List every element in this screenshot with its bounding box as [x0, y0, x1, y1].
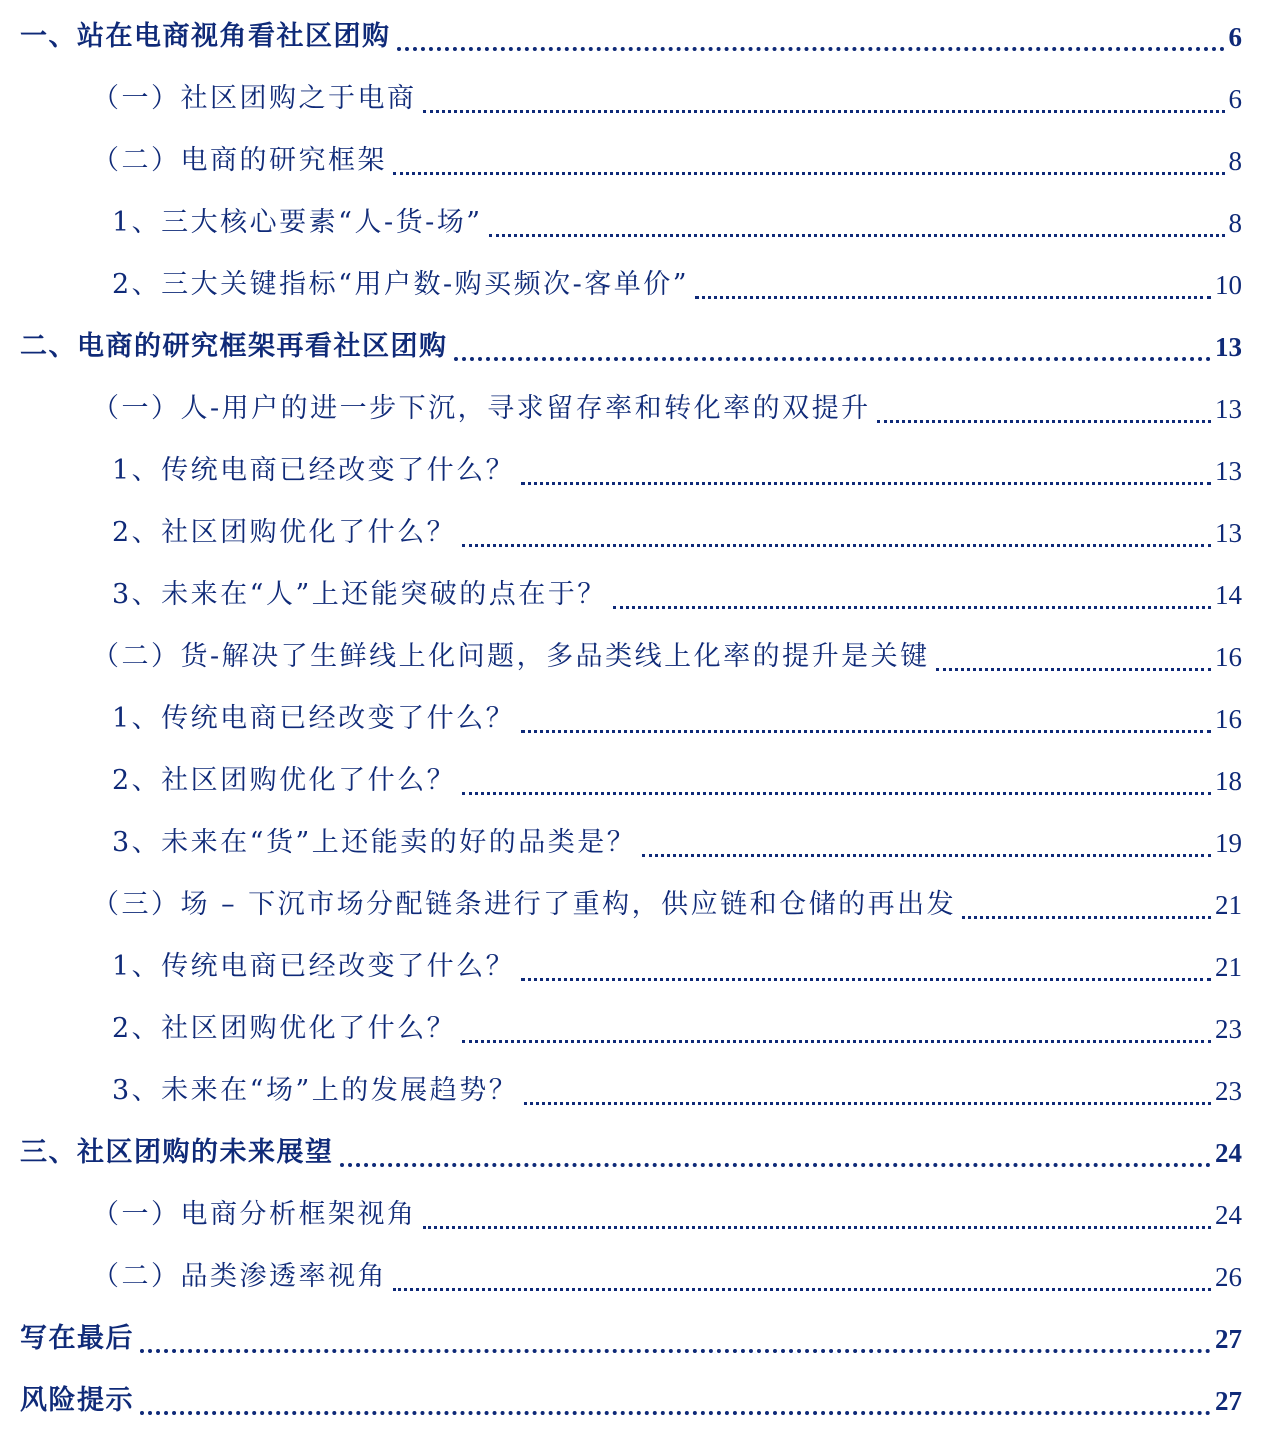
- toc-entry-title: （二）电商的研究框架: [92, 145, 387, 176]
- toc-dot-leader: [489, 234, 1225, 237]
- toc-entry-title: 3、未来在“人”上还能突破的点在于？: [112, 579, 607, 610]
- toc-entry-level-3[interactable]: [0, 564, 1272, 626]
- toc-entry-page-number: 10: [1215, 270, 1242, 300]
- toc-entry-page-number: 23: [1215, 1076, 1242, 1106]
- toc-entry-level-2[interactable]: [0, 1246, 1272, 1308]
- toc-dot-leader: [423, 110, 1225, 113]
- toc-entry-page-number: 24: [1215, 1138, 1242, 1168]
- toc-entry-title: 1、传统电商已经改变了什么？: [112, 703, 516, 734]
- toc-entry-page-number: 13: [1215, 332, 1242, 362]
- toc-entry-page-number: 6: [1228, 84, 1242, 114]
- toc-entry-level-1[interactable]: [0, 1370, 1272, 1432]
- toc-entry-level-3[interactable]: [0, 1060, 1272, 1122]
- toc-dot-leader: [454, 357, 1212, 361]
- toc-entry-level-1[interactable]: [0, 6, 1272, 68]
- toc-dot-leader: [524, 1102, 1211, 1105]
- toc-dot-leader: [962, 916, 1211, 919]
- toc-entry-level-2[interactable]: [0, 626, 1272, 688]
- toc-entry-level-1[interactable]: [0, 316, 1272, 378]
- toc-dot-leader: [521, 730, 1211, 733]
- toc-entry-title: 3、未来在“场”上的发展趋势？: [112, 1075, 519, 1106]
- toc-entry-title: 1、传统电商已经改变了什么？: [112, 951, 516, 982]
- toc-entry-page-number: 13: [1215, 394, 1242, 424]
- toc-entry-level-2[interactable]: [0, 378, 1272, 440]
- toc-dot-leader: [140, 1411, 1211, 1415]
- toc-entry-page-number: 16: [1215, 704, 1242, 734]
- toc-dot-leader: [936, 668, 1211, 671]
- toc-entry-level-2[interactable]: [0, 874, 1272, 936]
- toc-entry-level-3[interactable]: [0, 812, 1272, 874]
- toc-dot-leader: [340, 1163, 1212, 1167]
- toc-entry-level-3[interactable]: [0, 502, 1272, 564]
- toc-entry-title: 1、三大核心要素“人-货-场”: [112, 207, 483, 238]
- toc-entry-title: （一）电商分析框架视角: [92, 1199, 417, 1230]
- toc-entry-level-1[interactable]: [0, 1308, 1272, 1370]
- toc-entry-title: 2、三大关键指标“用户数-购买频次-客单价”: [112, 269, 690, 300]
- toc-entry-title: 一、站在电商视角看社区团购: [20, 21, 391, 52]
- toc-entry-page-number: 27: [1215, 1324, 1242, 1354]
- toc-entry-title: 风险提示: [20, 1385, 134, 1416]
- toc-entry-title: 三、社区团购的未来展望: [20, 1137, 334, 1168]
- toc-dot-leader: [521, 482, 1211, 485]
- toc-entry-title: 2、社区团购优化了什么？: [112, 765, 457, 796]
- toc-entry-level-2[interactable]: [0, 68, 1272, 130]
- toc-entry-level-3[interactable]: [0, 688, 1272, 750]
- toc-entry-title: 二、电商的研究框架再看社区团购: [20, 331, 448, 362]
- toc-entry-title: （二）货-解决了生鲜线上化问题，多品类线上化率的提升是关键: [92, 641, 930, 672]
- toc-entry-title: 3、未来在“货”上还能卖的好的品类是？: [112, 827, 637, 858]
- toc-entry-page-number: 21: [1215, 952, 1242, 982]
- toc-entry-page-number: 8: [1228, 146, 1242, 176]
- toc-entry-level-2[interactable]: [0, 130, 1272, 192]
- toc-dot-leader: [462, 1040, 1211, 1043]
- toc-entry-page-number: 13: [1215, 518, 1242, 548]
- toc-dot-leader: [521, 978, 1211, 981]
- toc-entry-title: （三）场 – 下沉市场分配链条进行了重构，供应链和仓储的再出发: [92, 889, 957, 920]
- toc-entry-page-number: 23: [1215, 1014, 1242, 1044]
- toc-entry-title: （一）人-用户的进一步下沉，寻求留存率和转化率的双提升: [92, 393, 871, 424]
- toc-entry-level-3[interactable]: [0, 192, 1272, 254]
- table-of-contents: [0, 6, 1272, 1432]
- toc-entry-page-number: 21: [1215, 890, 1242, 920]
- toc-entry-level-3[interactable]: [0, 998, 1272, 1060]
- toc-dot-leader: [397, 47, 1225, 51]
- toc-entry-title: 2、社区团购优化了什么？: [112, 1013, 457, 1044]
- toc-entry-page-number: 14: [1215, 580, 1242, 610]
- toc-dot-leader: [642, 854, 1211, 857]
- toc-dot-leader: [393, 1288, 1211, 1291]
- toc-dot-leader: [877, 420, 1211, 423]
- toc-entry-level-3[interactable]: [0, 254, 1272, 316]
- toc-entry-level-3[interactable]: [0, 440, 1272, 502]
- toc-dot-leader: [393, 172, 1225, 175]
- toc-entry-level-3[interactable]: [0, 936, 1272, 998]
- toc-entry-page-number: 27: [1215, 1386, 1242, 1416]
- toc-entry-page-number: 8: [1228, 208, 1242, 238]
- toc-entry-page-number: 13: [1215, 456, 1242, 486]
- toc-entry-level-3[interactable]: [0, 750, 1272, 812]
- toc-entry-page-number: 26: [1215, 1262, 1242, 1292]
- toc-entry-title: 1、传统电商已经改变了什么？: [112, 455, 516, 486]
- toc-entry-level-1[interactable]: [0, 1122, 1272, 1184]
- toc-entry-page-number: 24: [1215, 1200, 1242, 1230]
- toc-dot-leader: [462, 544, 1211, 547]
- toc-dot-leader: [140, 1349, 1211, 1353]
- toc-entry-page-number: 18: [1215, 766, 1242, 796]
- toc-dot-leader: [613, 606, 1211, 609]
- toc-dot-leader: [695, 296, 1211, 299]
- toc-dot-leader: [423, 1226, 1212, 1229]
- toc-entry-level-2[interactable]: [0, 1184, 1272, 1246]
- toc-entry-title: （一）社区团购之于电商: [92, 83, 417, 114]
- toc-entry-page-number: 16: [1215, 642, 1242, 672]
- toc-entry-title: 2、社区团购优化了什么？: [112, 517, 457, 548]
- toc-entry-title: 写在最后: [20, 1323, 134, 1354]
- toc-entry-title: （二）品类渗透率视角: [92, 1261, 387, 1292]
- toc-entry-page-number: 19: [1215, 828, 1242, 858]
- toc-dot-leader: [462, 792, 1211, 795]
- toc-entry-page-number: 6: [1228, 22, 1242, 52]
